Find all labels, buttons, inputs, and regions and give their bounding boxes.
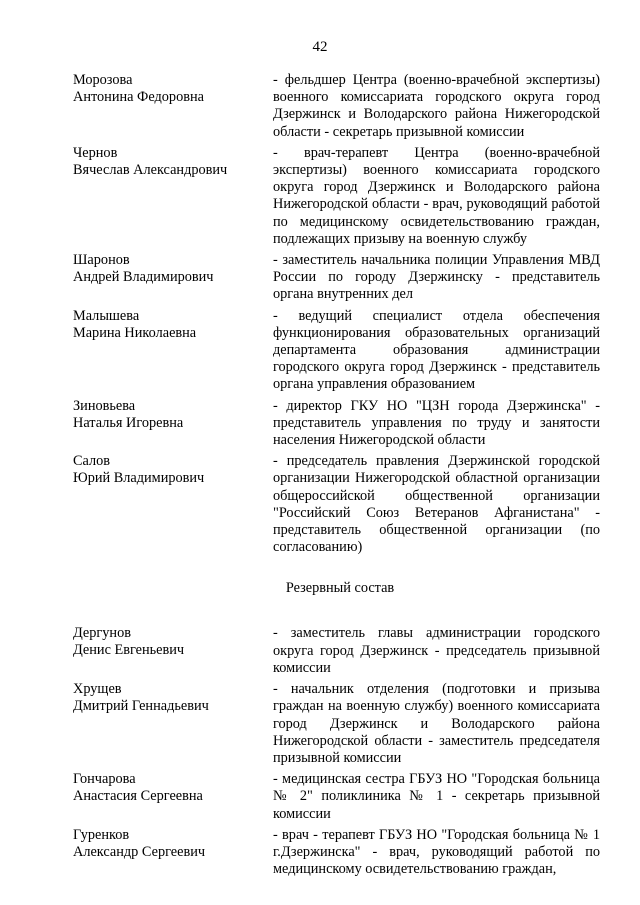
member-surname: Гуренков (73, 826, 130, 843)
member-role: - медицинская сестра ГБУЗ НО "Городская больница № 2" поликлиника № 1 - секретарь призывной комиссии (273, 771, 600, 822)
member-surname: Шаронов (73, 252, 130, 269)
member-given-name: Анастасия Сергеевна (73, 788, 203, 805)
member-surname: Малышева (73, 307, 140, 324)
member-role: - начальник отделения (подготовки и призыва граждан на военную службу) военного комиссариата город Дзержинск и Володарского района Нижегородской области - заместитель председателя призывной комиссии (273, 681, 600, 766)
member-given-name: Денис Евгеньевич (73, 642, 185, 659)
member-entry (73, 72, 601, 141)
member-entry (73, 308, 601, 394)
page-number: 42 (312, 39, 328, 55)
member-surname: Чернов (73, 144, 118, 161)
member-entry (73, 453, 601, 556)
reserve-member-entry (73, 681, 601, 767)
member-role: - заместитель начальника полиции Управления МВД России по городу Дзержинску - представитель органа внутренних дел (273, 252, 600, 303)
member-entry (73, 145, 601, 248)
member-given-name: Дмитрий Геннадьевич (73, 698, 209, 715)
member-given-name: Андрей Владимирович (73, 269, 214, 286)
member-name (73, 72, 273, 141)
member-role: - ведущий специалист отдела обеспечения функционирования образовательных организаций департамента образования администрации городского округа город Дзержинск - представитель органа управления образованием (273, 307, 600, 393)
member-name (73, 453, 273, 556)
reserve-member-entry (73, 827, 601, 879)
reserve-member-entry (73, 771, 601, 823)
member-name (73, 308, 273, 394)
member-given-name: Юрий Владимирович (73, 470, 205, 487)
member-surname: Зиновьева (73, 397, 136, 414)
member-given-name: Александр Сергеевич (73, 843, 206, 860)
member-given-name: Вячеслав Александрович (73, 161, 228, 178)
member-surname: Дергунов (73, 625, 131, 642)
member-given-name: Наталья Игоревна (73, 414, 184, 431)
member-role: - врач-терапевт Центра (военно-врачебной экспертизы) военного комиссариата городского округа город Дзержинск и Володарского района Нижегородской области - врач, руководящий работой по медицинскому освидетельствованию граждан, подлежащих призыву на военную службу (273, 144, 600, 247)
member-name (73, 681, 273, 767)
member-name (73, 827, 273, 879)
member-entry (73, 252, 601, 304)
member-surname: Морозова (73, 72, 133, 88)
reserve-member-entry (73, 625, 601, 677)
member-surname: Салов (73, 453, 111, 470)
member-role: - врач - терапевт ГБУЗ НО "Городская больница № 1 г.Дзержинска" - врач, руководящий работой по медицинскому освидетельствованию граждан, (273, 826, 600, 878)
member-role: - заместитель главы администрации городского округа город Дзержинск - председатель призывной комиссии (273, 625, 600, 676)
member-role: - директор ГКУ НО "ЦЗН города Дзержинска" - представитель управления по труду и занятости населения Нижегородской области (273, 397, 600, 449)
member-name (73, 145, 273, 248)
member-name (73, 398, 273, 450)
reserve-section-title: Резервный состав (285, 580, 395, 597)
member-name (73, 771, 273, 823)
member-name (73, 252, 273, 304)
commission-list (73, 72, 601, 882)
member-entry (73, 398, 601, 450)
member-surname: Гончарова (73, 771, 136, 788)
member-surname: Хрущев (73, 681, 122, 698)
member-role: - председатель правления Дзержинской городской организации Нижегородской областной организации общероссийской общественной организации "Российский Союз Ветеранов Афганистана" - представитель общественной организации (по согласованию) (273, 453, 600, 556)
member-role: - фельдшер Центра (военно-врачебной экспертизы) военного комиссариата городского округа город Дзержинск и Володарского района Нижегородской области - секретарь призывной комиссии (273, 72, 600, 140)
member-name (73, 625, 273, 677)
member-given-name: Марина Николаевна (73, 324, 197, 341)
member-given-name: Антонина Федоровна (73, 89, 204, 105)
